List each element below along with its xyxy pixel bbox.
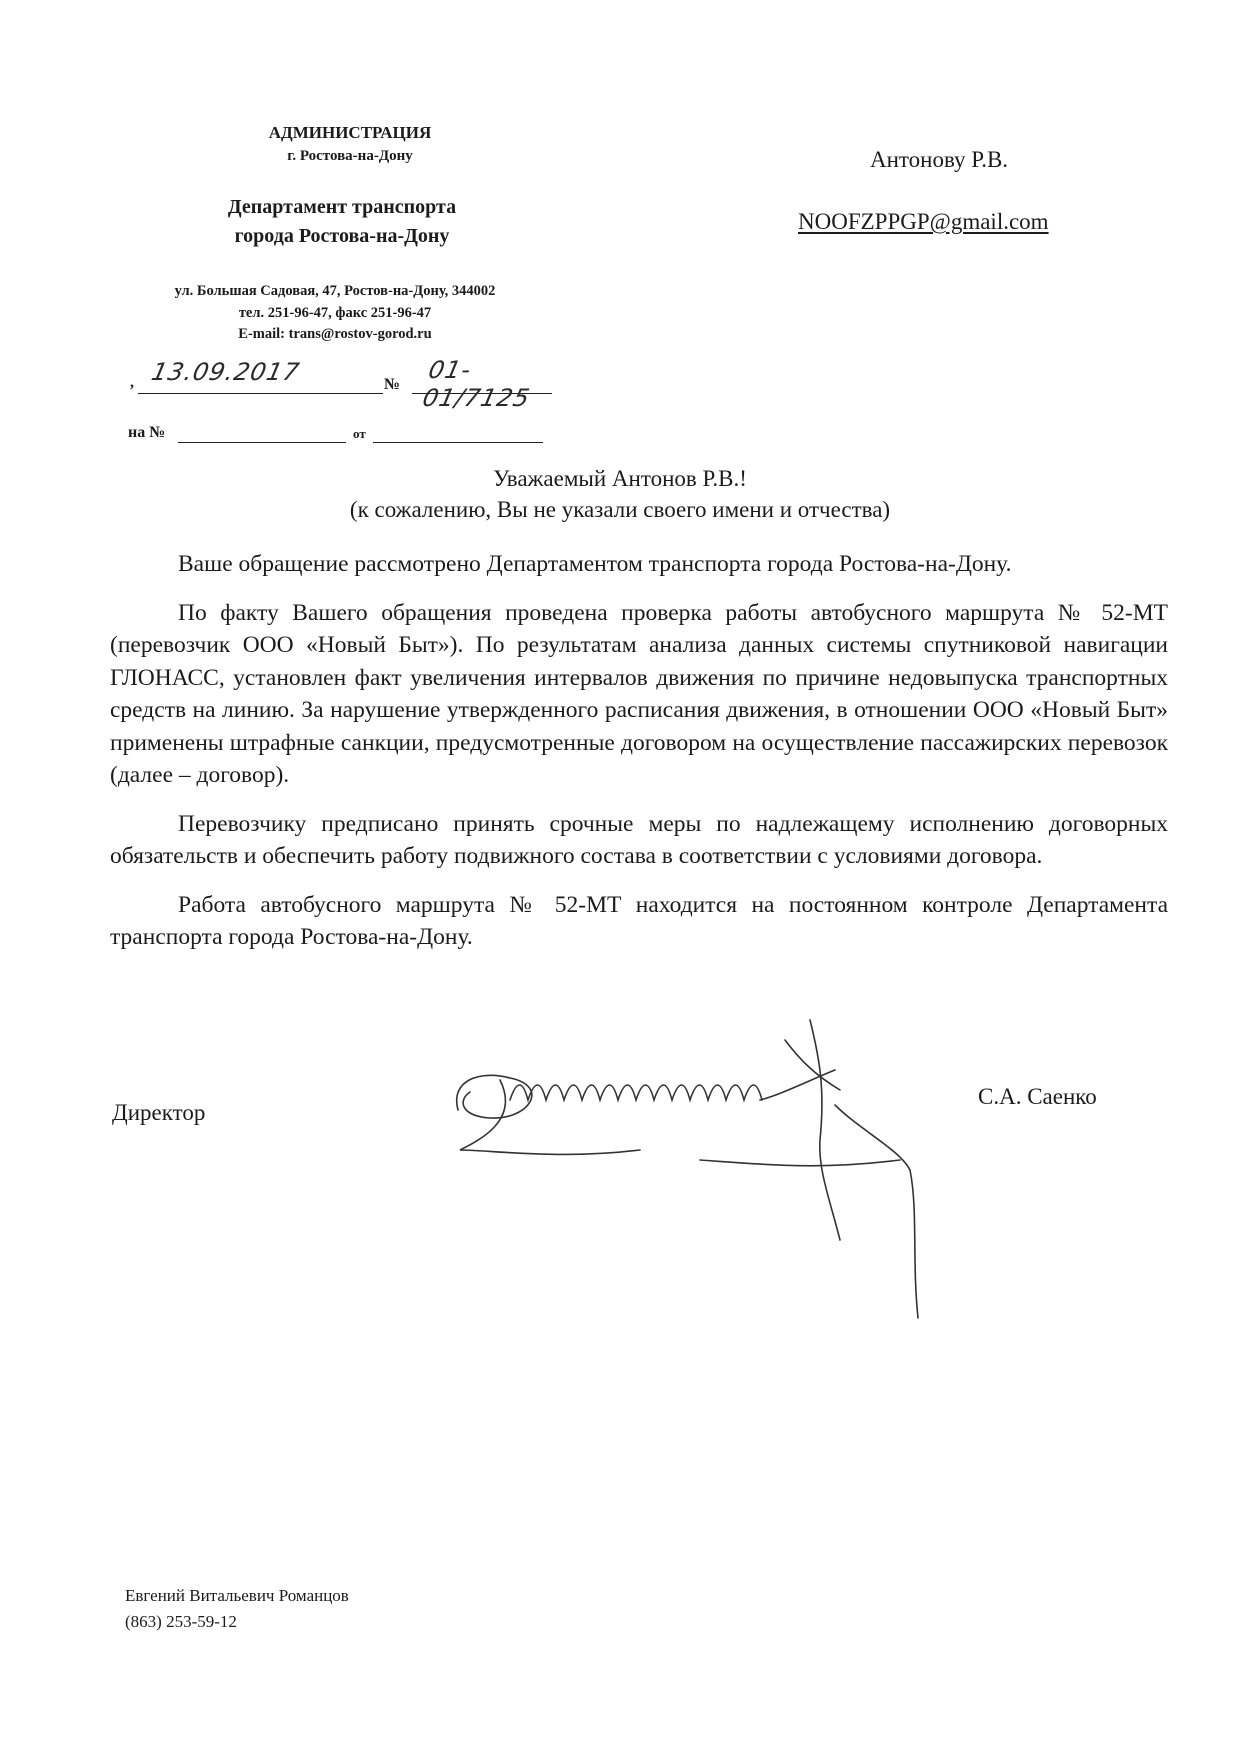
handwritten-number: 01-01/7125 [420, 356, 533, 412]
letterhead-address: ул. Большая Садовая, 47, Ростов-на-Дону, 344002 [174, 283, 496, 299]
signatory-name: С.А. Саенко [978, 1084, 1097, 1109]
paragraph-1: Ваше обращение рассмотрено Департаментом транспорта города Ростова-на-Дону. [178, 551, 1012, 577]
salutation: Уважаемый Антонов Р.В.! [493, 466, 747, 491]
date-underline [138, 393, 383, 394]
letterhead-department-city: города Ростова-на-Дону [234, 225, 450, 247]
recipient-name: Антонову Р.В. [870, 147, 1009, 172]
reference-number-underline [178, 442, 346, 443]
paragraph-3: Перевозчику предписано принять срочные меры по надлежащему исполнению договорных обязательств и обеспечить работу подвижного состава в соответствии с условиями договора. [110, 810, 1168, 869]
paragraph-2: По факту Вашего обращения проведена проверка работы автобусного маршрута № 52-МТ (перевозчик ООО «Новый Быт»). По результатам анализа данных системы спутниковой навигации ГЛОНАСС, установлен факт увеличения интервалов движения по причине недовыпуска транспортных средств на линию. За нарушение утвержденного расписания движения, в отношении ООО «Новый Быт» применены штрафные санкции, предусмотренные договором на осуществление пассажирских перевозок (далее – договор). [110, 599, 1168, 788]
reference-line [128, 420, 558, 450]
salutation-note: (к сожалению, Вы не указали своего имени и отчества) [349, 497, 891, 522]
letter-body [110, 548, 1168, 954]
reference-label: на № [128, 424, 166, 441]
reference-from-label: от [353, 426, 366, 441]
letterhead-city: г. Ростова-на-Дону [287, 148, 413, 164]
executor-name: Евгений Витальевич Романцов [125, 1586, 349, 1605]
date-comma: , [130, 374, 134, 391]
letterhead-admin: АДМИНИСТРАЦИЯ [268, 123, 432, 142]
number-label: № [384, 376, 401, 393]
registration-date-line [130, 350, 560, 412]
executor-phone: (863) 253-59-12 [125, 1612, 237, 1631]
handwritten-signature [440, 1000, 960, 1330]
paragraph-4: Работа автобусного маршрута № 52-МТ находится на постоянном контроле Департамента транспорта города Ростова-на-Дону. [110, 891, 1168, 950]
handwritten-date: 13.09.2017 [149, 358, 303, 386]
letterhead-phones: тел. 251-96-47, факс 251-96-47 [238, 305, 432, 321]
recipient-email: NOOFZPPGP@gmail.com [798, 209, 1049, 234]
letterhead-department: Департамент транспорта [227, 196, 457, 218]
signatory-title: Директор [112, 1100, 206, 1125]
reference-date-underline [373, 442, 543, 443]
letterhead-email: E-mail: trans@rostov-gorod.ru [238, 326, 432, 342]
